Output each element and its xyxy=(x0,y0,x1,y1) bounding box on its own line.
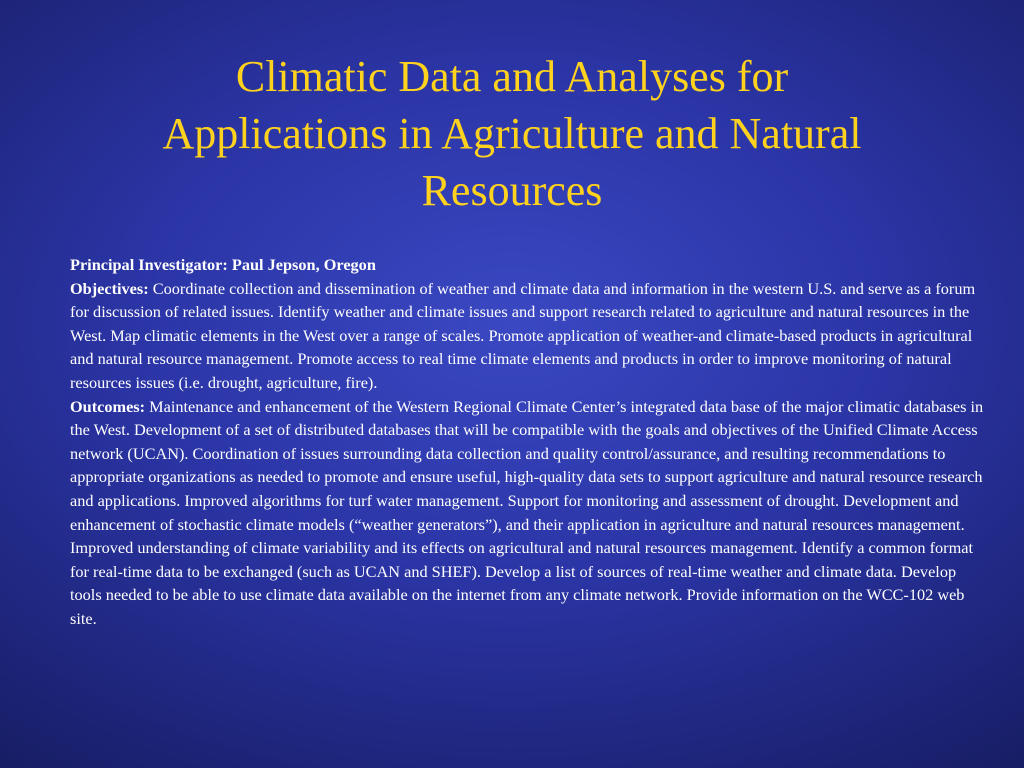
objectives-text: Coordinate collection and dissemination of weather and climate data and information in the western U.S. and serve as a forum for discussion of related issues. Identify weather and climate issues and support research related to agriculture and natural resources in the West. Map climatic elements in the West over a range of scales. Promote application of weather-and climate-based products in agricultural and natural resource management. Promote access to real time climate elements and products in order to improve monitoring of natural resources issues (i.e. drought, agriculture, fire). xyxy=(70,278,976,392)
objectives-label: Objectives: xyxy=(70,278,149,298)
slide-body xyxy=(70,253,985,631)
title-line: Climatic Data and Analyses for xyxy=(235,52,789,101)
title-line: Resources xyxy=(421,166,603,215)
outcomes-label: Outcomes: xyxy=(70,396,146,416)
principal-investigator: Principal Investigator: Paul Jepson, Oregon xyxy=(70,255,376,274)
title-line: Applications in Agriculture and Natural xyxy=(162,109,862,158)
outcomes-paragraph xyxy=(70,395,985,631)
slide-title xyxy=(60,48,964,219)
outcomes-text: Maintenance and enhancement of the Western Regional Climate Center’s integrated data base of the major climatic databases in the West. Development of a set of distributed databases that will be compatible with the goals and objectives of the Unified Climate Access network (UCAN). Coordination of issues surrounding data collection and quality control/assurance, and resulting recommendations to appropriate organizations as needed to promote and ensure useful, high-quality data sets to support agriculture and natural resource research and applications. Improved algorithms for turf water management. Support for monitoring and assessment of drought. Development and enhancement of stochastic climate models (“weather generators”), and their application in agriculture and natural resources management. Improved understanding of climate variability and its effects on agricultural and natural resources management. Identify a common format for real-time data to be exchanged (such as UCAN and SHEF). Develop a list of sources of real-time weather and climate data. Develop tools needed to be able to use climate data available on the internet from any climate network. Provide information on the WCC-102 web site. xyxy=(70,396,984,628)
objectives-paragraph xyxy=(70,277,985,395)
